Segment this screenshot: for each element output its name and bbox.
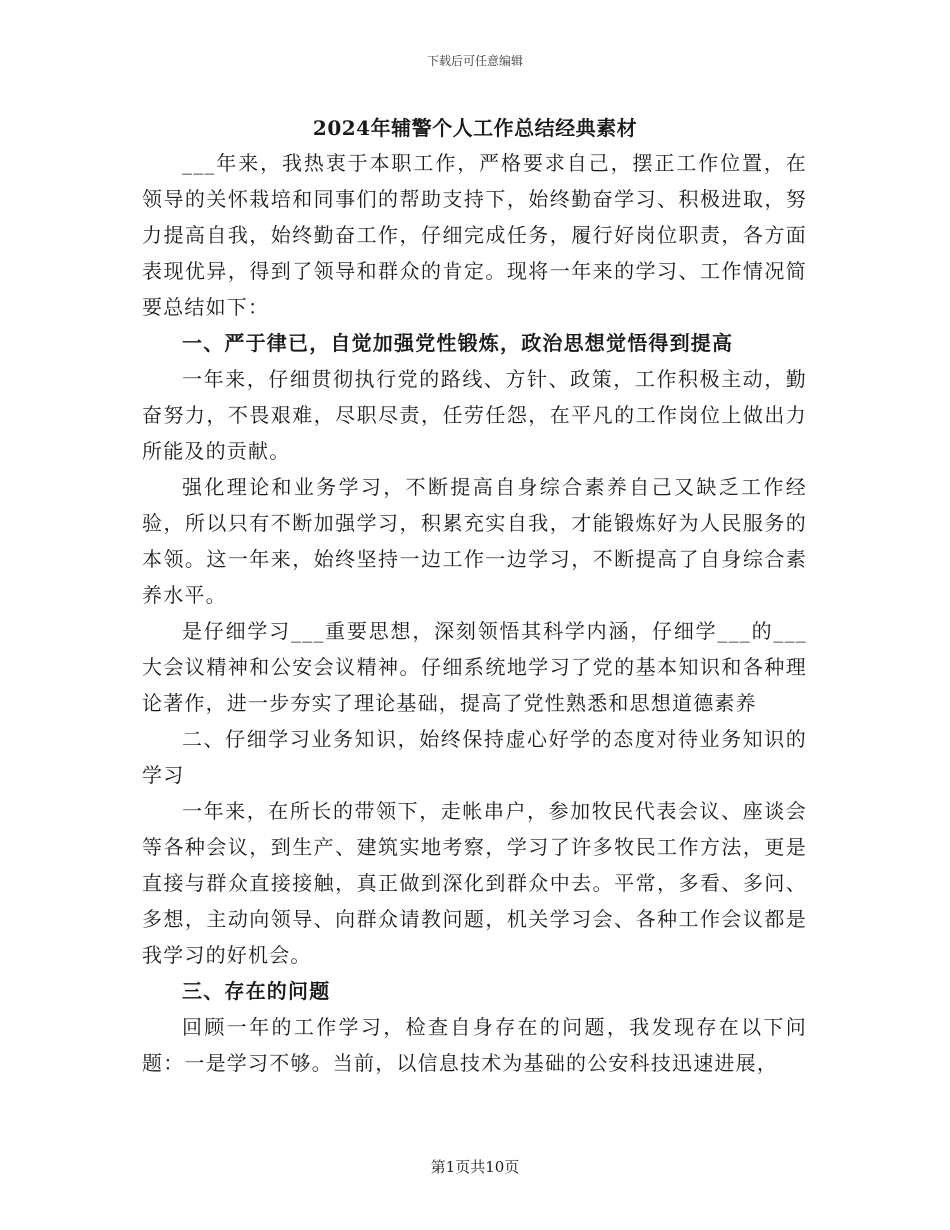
paragraph: 一年来，仔细贯彻执行党的路线、方针、政策，工作积极主动，勤奋努力，不畏艰难，尽职尽责，任劳任怨，在平凡的工作岗位上做出力所能及的贡献。 (142, 367, 807, 463)
paragraph: 是仔细学习___重要思想，深刻领悟其科学内涵，仔细学___的___大会议精神和公安会议精神。仔细系统地学习了党的基本知识和各种理论著作，进一步夯实了理论基础，提高了党性熟悉和思想道德素养 (142, 619, 807, 715)
paragraph: 一年来，在所长的带领下，走帐串户，参加牧民代表会议、座谈会等各种会议，到生产、建筑实地考察，学习了许多牧民工作方法，更是直接与群众直接接触，真正做到深化到群众中去。平常，多看、多问、多想，主动向领导、向群众请教问题，机关学习会、各种工作会议都是我学习的好机会。 (142, 799, 807, 967)
section-heading-3: 三、存在的问题 (182, 979, 331, 1003)
section-heading-2: 二、仔细学习业务知识，始终保持虚心好学的态度对待业务知识的学习 (142, 727, 807, 787)
page-header-note: 下载后可任意编辑 (426, 54, 523, 68)
paragraph: 强化理论和业务学习，不断提高自身综合素养自己又缺乏工作经验，所以只有不断加强学习，积累充实自我，才能锻炼好为人民服务的本领。这一年来，始终坚持一边工作一边学习，不断提高了自身综合素养水平。 (142, 475, 807, 607)
document-title: 2024年辅警个人工作总结经典素材 (312, 116, 638, 140)
page-number: 第1页共10页 (430, 1158, 520, 1176)
paragraph-intro: ___年来，我热衷于本职工作，严格要求自己，摆正工作位置，在领导的关怀栽培和同事们的帮助支持下，始终勤奋学习、积极进取，努力提高自我，始终勤奋工作，仔细完成任务，履行好岗位职责，各方面表现优异，得到了领导和群众的肯定。现将一年来的学习、工作情况简要总结如下： (142, 151, 807, 319)
section-heading-1: 一、严于律已，自觉加强党性锻炼，政治思想觉悟得到提高 (182, 331, 734, 355)
paragraph: 回顾一年的工作学习，检查自身存在的问题，我发现存在以下问题：一是学习不够。当前，以信息技术为基础的公安科技迅速进展， (142, 1015, 807, 1075)
document-body (142, 145, 807, 1081)
